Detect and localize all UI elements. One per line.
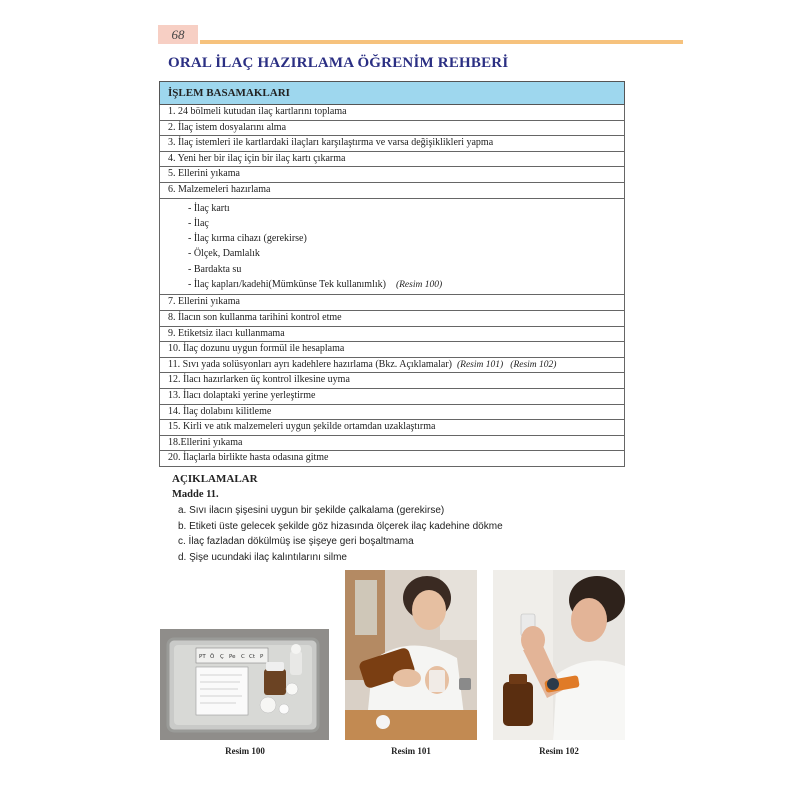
list-item: - Bardakta su	[188, 263, 242, 275]
photo-eye-level-measure	[493, 570, 625, 740]
notes-subheading: Madde 11.	[172, 489, 219, 500]
table-row: 14. İlaç dolabını kilitleme	[160, 404, 625, 420]
tray-label: Ö	[210, 654, 215, 660]
list-item: - İlaç	[188, 217, 209, 229]
tray-label: Ç	[220, 654, 224, 660]
figure-reference: (Resim 100)	[395, 280, 443, 291]
medication-tray-illustration	[160, 629, 329, 740]
figure-reference: (Resim 101) (Resim 102)	[456, 359, 557, 370]
table-row: 2. İlaç istem dosyalarını alma	[160, 120, 625, 136]
table-row: 13. İlacı dolaptaki yerine yerleştirme	[160, 388, 625, 404]
tray-label: P	[260, 654, 264, 660]
tray-label: C	[241, 654, 245, 660]
list-item	[188, 277, 616, 292]
pouring-illustration	[345, 570, 477, 740]
list-item: - Ölçek, Damlalık	[188, 248, 260, 260]
steps-table	[159, 81, 625, 467]
page-number: 68	[158, 25, 198, 44]
table-row: 18.Ellerini yıkama	[160, 435, 625, 451]
page-title: ORAL İLAÇ HAZIRLAMA ÖĞRENİM REHBERİ	[168, 55, 509, 71]
list-item: - İlaç kartı	[188, 202, 230, 214]
table-row	[160, 357, 625, 373]
tray-label: PT	[199, 654, 206, 660]
table-row: 6. Malzemeleri hazırlama	[160, 182, 625, 198]
photo-pouring-medication	[345, 570, 477, 740]
materials-list	[160, 198, 625, 295]
list-item: - İlaç kırma cihazı (gerekirse)	[188, 233, 307, 245]
header-rule	[200, 40, 683, 44]
tray-label: Ct	[249, 654, 255, 660]
row-text: 11. Sıvı yada solüsyonları ayrı kadehlere hazırlama (Bkz. Açıklamalar)	[168, 358, 452, 370]
photo-caption: Resim 101	[391, 746, 431, 756]
table-row: 3. İlaç istemleri ile kartlardaki ilaçları karşılaştırma ve varsa değişiklikleri yapma	[160, 136, 625, 152]
list-item: c. İlaç fazladan dökülmüş ise şişeye geri boşaltmama	[178, 536, 414, 547]
list-item: a. Sıvı ilacın şişesini uygun bir şekilde çalkalama (gerekirse)	[178, 505, 445, 516]
table-row: 7. Ellerini yıkama	[160, 295, 625, 311]
tray-label: Pe	[229, 654, 236, 660]
photo-caption: Resim 100	[225, 746, 265, 756]
table-row: 20. İlaçlarla birlikte hasta odasına gitme	[160, 451, 625, 467]
table-row: 8. İlacın son kullanma tarihini kontrol etme	[160, 310, 625, 326]
table-row: 15. Kirli ve atık malzemeleri uygun şekilde ortamdan uzaklaştırma	[160, 420, 625, 436]
table-row: 4. Yeni her bir ilaç için bir ilaç kartı çıkarma	[160, 151, 625, 167]
list-item-text: - İlaç kapları/kadehi(Mümkünse Tek kullanımlık)	[188, 279, 386, 291]
table-row: 12. İlacı hazırlarken üç kontrol ilkesine uyma	[160, 373, 625, 389]
table-row: 10. İlaç dozunu uygun formül ile hesaplama	[160, 342, 625, 358]
table-header: İŞLEM BASAMAKLARI	[160, 82, 625, 105]
list-item: d. Şişe ucundaki ilaç kalıntılarını silme	[178, 551, 347, 563]
photo-caption: Resim 102	[539, 746, 579, 756]
notes-list	[178, 503, 503, 565]
table-row: 5. Ellerini yıkama	[160, 167, 625, 183]
list-item: b. Etiketi üste gelecek şekilde göz hizasında ölçerek ilaç kadehine dökme	[178, 520, 503, 532]
eye-level-illustration	[493, 570, 625, 740]
notes-heading: AÇIKLAMALAR	[172, 473, 258, 485]
photo-medication-tray	[160, 629, 329, 740]
table-row: 1. 24 bölmeli kutudan ilaç kartlarını toplama	[160, 105, 625, 121]
table-row: 9. Etiketsiz ilacı kullanmama	[160, 326, 625, 342]
